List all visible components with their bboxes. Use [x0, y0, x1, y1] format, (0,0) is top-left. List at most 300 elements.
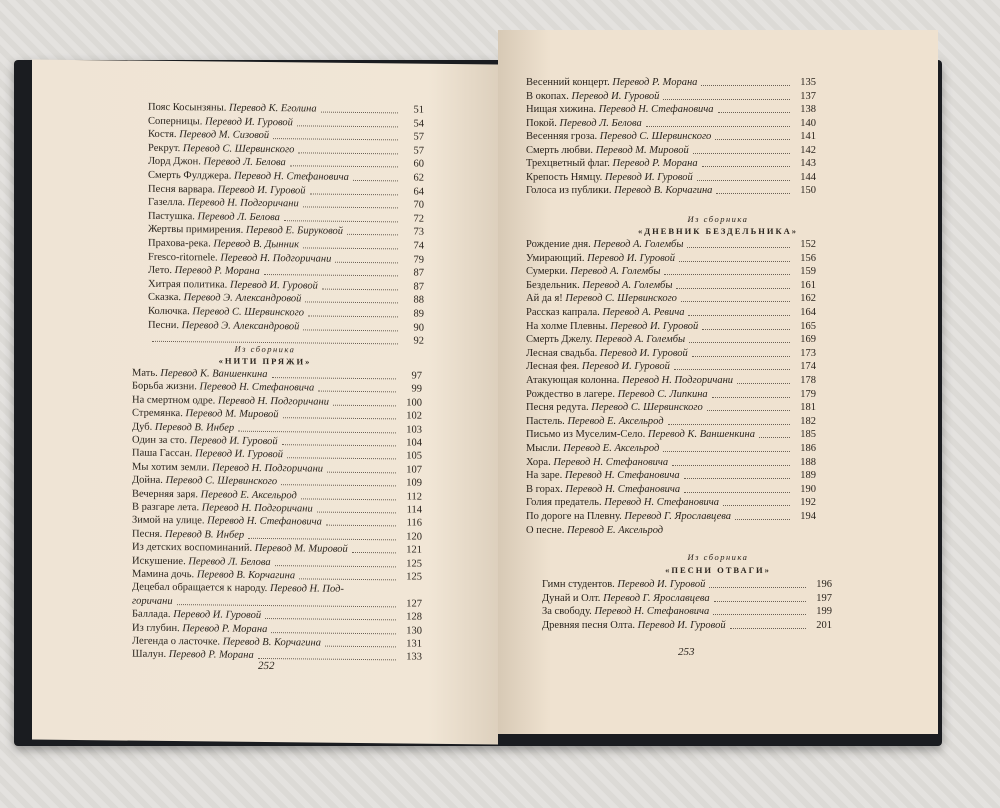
toc-entry-title: Песня. — [132, 528, 163, 540]
toc-entry-text — [148, 210, 280, 224]
toc-entry — [526, 306, 816, 319]
toc-entry-text — [148, 128, 269, 142]
toc-entry-text — [132, 367, 268, 381]
toc-entry-text — [526, 333, 685, 346]
toc-entry-title: Хитрая политика. — [148, 278, 228, 291]
toc-entry-text — [132, 434, 278, 449]
toc-leader-dots — [248, 538, 396, 541]
toc-entry-page: 64 — [413, 186, 424, 198]
section-title: «НИТИ ПРЯЖИ» — [218, 355, 312, 367]
toc-entry-title: Весенний концерт. — [526, 77, 610, 88]
toc-entry-page: 150 — [800, 185, 816, 196]
toc-entry-translator: Перевод Н. Стефановича — [231, 170, 349, 183]
toc-entry — [526, 265, 816, 278]
toc-entry-page: 197 — [816, 592, 832, 604]
toc-entry-translator: Перевод И. Гуровой — [579, 361, 670, 373]
toc-leader-dots — [325, 646, 396, 648]
toc-entry-translator: Перевод Л. Белова — [200, 156, 286, 169]
toc-leader-dots — [737, 383, 790, 384]
toc-entry-text — [526, 483, 680, 496]
toc-entry-text — [526, 496, 719, 509]
toc-entry-page: 121 — [406, 544, 422, 556]
toc-entry — [526, 252, 816, 265]
toc-entry-title: Легенда о ласточке. — [132, 635, 221, 648]
toc-entry-title: Стремянка. — [132, 407, 183, 420]
toc-entry-title: Рекрут. — [148, 142, 181, 154]
toc-leader-dots — [322, 288, 398, 290]
toc-entry-translator: Перевод А. Ревича — [599, 307, 685, 318]
toc-entry-title: Шалун. — [132, 648, 167, 661]
toc-entry-translator: Перевод К. Еголина — [226, 102, 317, 115]
toc-entry-translator: Перевод С. Шервинского — [597, 131, 712, 142]
toc-entry-title: Песня редута. — [526, 402, 589, 414]
toc-entry-title: Рождение дня. — [526, 239, 591, 250]
toc-entry — [526, 483, 816, 496]
toc-entry-text — [526, 265, 660, 278]
toc-entry-translator: Перевод И. Гуровой — [607, 320, 699, 332]
toc-leader-dots — [258, 658, 396, 660]
toc-leader-dots — [730, 628, 806, 629]
toc-entry-translator: Перевод В. Дынник — [210, 238, 299, 251]
toc-entry-title: Рождество в лагере. — [526, 388, 615, 400]
toc-entry — [526, 428, 816, 441]
toc-entry-translator: Перевод Н. Стефановича — [550, 456, 669, 468]
toc-entry-page: 54 — [413, 118, 424, 130]
toc-entry-text — [132, 621, 267, 635]
toc-leader-dots — [684, 492, 790, 493]
toc-entry-page: 179 — [800, 388, 816, 400]
toc-entry-page: 89 — [413, 308, 424, 320]
toc-entry-page: 156 — [800, 252, 816, 264]
page-number-left: 252 — [258, 659, 275, 673]
toc-leader-dots — [702, 329, 790, 330]
toc-entry-title: Мы хотим земли. — [132, 461, 210, 474]
toc-leader-dots — [305, 302, 398, 304]
toc-entry-translator: Перевод Н. Стефановича — [562, 470, 680, 482]
toc-entry-page: 99 — [411, 383, 422, 396]
toc-entry-title: Крепость Нямцу. — [526, 171, 603, 183]
toc-entry-text — [526, 524, 663, 537]
toc-entry-page: 127 — [406, 598, 422, 610]
toc-entry — [526, 456, 816, 469]
toc-entry-translator: Перевод Е. Аксельрод — [198, 488, 297, 501]
toc-leader-dots — [265, 618, 396, 620]
toc-entry-title: Мамина дочь. — [132, 568, 195, 581]
toc-entry-title: На смертном одре. — [132, 394, 216, 407]
toc-entry-page: 109 — [406, 477, 422, 489]
toc-entry-page: 74 — [413, 240, 424, 252]
toc-leader-dots — [303, 207, 398, 209]
toc-leader-dots — [308, 315, 398, 317]
toc-entry-page: 73 — [413, 226, 424, 239]
toc-entry-text — [526, 306, 684, 319]
toc-entry-text — [526, 144, 689, 157]
toc-entry — [526, 496, 816, 509]
toc-leader-dots — [716, 193, 790, 194]
toc-entry-title: Лесная фея. — [526, 361, 580, 373]
toc-leader-dots — [692, 356, 790, 357]
toc-leader-dots — [299, 578, 396, 580]
toc-leader-dots — [723, 505, 790, 506]
toc-entry-page: 105 — [406, 450, 422, 463]
toc-entry-page: 140 — [800, 117, 816, 129]
section1-title: «ДНЕВНИК БЕЗДЕЛЬНИКА» — [637, 226, 799, 236]
toc-entry-text — [148, 250, 331, 265]
toc-entry-page: 189 — [800, 470, 816, 482]
toc-entry-title: Гимн студентов. — [542, 579, 615, 590]
toc-leader-dots — [718, 112, 790, 113]
toc-entry-translator: Перевод Н. Подгоричани — [217, 252, 332, 265]
toc-entry-page: 135 — [800, 77, 816, 88]
toc-leader-dots — [333, 405, 396, 407]
toc-entry-page: 164 — [800, 307, 816, 318]
toc-entry-title: Ай да я! — [526, 293, 563, 305]
toc-entry-page: 70 — [413, 199, 424, 211]
toc-entry-title: Голоса из публики. — [526, 185, 612, 196]
toc-leader-dots — [697, 180, 790, 181]
toc-entry — [132, 648, 422, 664]
toc-entry — [542, 605, 832, 618]
toc-entry-translator: Перевод Л. Белова — [185, 555, 271, 568]
section2-title: «ПЕСНИ ОТВАГИ» — [665, 565, 771, 575]
toc-leader-dots — [759, 437, 790, 438]
toc-entry-title: Дуб. — [132, 421, 153, 433]
toc-entry-translator: Перевод Е. Аксельрод — [560, 443, 660, 454]
toc-entry-page: 130 — [406, 625, 422, 637]
toc-leader-dots — [298, 152, 398, 154]
toc-leader-dots — [287, 458, 396, 460]
toc-entry-page: 142 — [800, 144, 816, 156]
toc-entry-title: Вечерняя заря. — [132, 488, 199, 500]
toc-entry-translator: Перевод Е. Аксельрод — [564, 415, 664, 427]
toc-entry-text — [132, 554, 271, 568]
toc-entry-title: В окопах. — [526, 90, 569, 102]
toc-leader-dots — [317, 512, 396, 514]
toc-entry-page: 79 — [413, 254, 424, 266]
toc-leader-dots — [663, 451, 790, 452]
toc-leader-dots — [281, 484, 396, 486]
toc-entry — [526, 117, 816, 130]
toc-leader-dots — [264, 274, 398, 276]
toc-entry-text — [526, 103, 714, 116]
toc-entry-title: Пастушка. — [148, 210, 195, 223]
toc-entry-title: Баллада. — [132, 608, 171, 621]
toc-entry-title: Колючка. — [148, 305, 190, 318]
toc-entry-text — [526, 76, 697, 89]
toc-entry-translator: Перевод Н. Подгоричани — [185, 197, 299, 210]
toc-entry-page: 57 — [413, 131, 424, 143]
toc-entry-title: Децебал обращается к народу. — [132, 581, 268, 595]
toc-entry-translator: Перевод А. Голембы — [590, 239, 684, 250]
toc-entry-title: На заре. — [526, 470, 563, 482]
toc-leader-dots — [709, 587, 806, 588]
toc-entry-title: Смерть Джелу. — [526, 334, 593, 346]
toc-entry-title: Из детских воспоминаний. — [132, 541, 253, 555]
toc-leader-dots — [290, 166, 398, 168]
toc-entry-page: 87 — [413, 281, 424, 293]
toc-leader-dots — [714, 601, 806, 602]
toc-leader-dots — [712, 397, 790, 398]
toc-entry-text — [148, 155, 286, 169]
toc-entry-title: В разгаре лета. — [132, 501, 200, 514]
toc-entry-page: 104 — [406, 437, 422, 449]
toc-entry-page: 186 — [800, 443, 816, 454]
toc-entry — [526, 103, 816, 116]
toc-entry-title: Древняя песня Олта. — [542, 619, 636, 631]
toc-leader-dots — [335, 261, 398, 263]
toc-entry-translator: Перевод С. Шервинского — [588, 402, 703, 414]
toc-entry-title: Лорд Джон. — [148, 156, 201, 168]
toc-entry-page: 165 — [800, 320, 816, 332]
toc-entry-translator: Перевод И. Гуровой — [635, 619, 726, 631]
toc-leader-dots — [283, 417, 397, 419]
toc-entry-title: Соперницы. — [148, 115, 203, 127]
toc-entry-page: 125 — [406, 558, 422, 570]
toc-entry — [526, 76, 816, 89]
left-page — [32, 60, 498, 745]
toc-entry-text — [148, 101, 317, 116]
toc-entry-title: Из глубин. — [132, 622, 180, 634]
toc-leader-dots — [352, 552, 396, 553]
toc-entry-title: Атакующая колонна. — [526, 375, 620, 386]
toc-entry-page: 185 — [800, 429, 816, 441]
toc-leader-dots — [735, 519, 790, 520]
toc-entry-text — [542, 578, 705, 591]
toc-entry-page: 125 — [406, 571, 422, 583]
toc-entry-title: Голия предатель. — [526, 497, 602, 509]
toc-entry-translator: Перевод Н. Стефановича — [196, 381, 315, 394]
toc-entry — [542, 592, 832, 605]
toc-entry-title: Пояс Косынзяны. — [148, 101, 227, 114]
toc-entry-page: 103 — [406, 424, 422, 436]
toc-entry — [526, 130, 816, 143]
toc-leader-dots — [303, 329, 398, 331]
toc-entry-text — [526, 157, 698, 170]
toc-entry-page: 141 — [800, 131, 816, 142]
toc-leader-dots — [348, 593, 396, 594]
toc-entry-page: 199 — [816, 606, 832, 617]
toc-entry-title: Песни. — [148, 319, 180, 331]
toc-entry-page: 182 — [800, 415, 816, 427]
right-page — [498, 30, 938, 734]
toc-entry — [526, 524, 816, 537]
toc-entry-text — [526, 415, 664, 428]
toc-entry-translator: Перевод И. Гуровой — [614, 579, 706, 590]
toc-leader-dots — [326, 525, 396, 527]
toc-entry-translator: Перевод А. Голембы — [592, 334, 686, 346]
toc-entry-title: Смерть Фулджера. — [148, 169, 232, 182]
toc-entry — [526, 184, 816, 197]
section-label-small: Из сборника — [234, 343, 296, 355]
toc-entry-translator: Перевод М. Мировой — [182, 408, 279, 421]
toc-entry-title: Костя. — [148, 128, 177, 141]
toc-leader-dots — [177, 604, 396, 607]
toc-entry-text — [526, 90, 659, 103]
toc-leader-dots — [681, 301, 790, 302]
toc-entry-page: 114 — [406, 504, 422, 516]
toc-entry-translator: Перевод Л. Белова — [556, 117, 642, 129]
toc-leader-dots — [321, 112, 398, 114]
toc-entry-title: Трехцветный флаг. — [526, 158, 610, 169]
toc-entry-page: 152 — [800, 239, 816, 250]
toc-entry — [526, 401, 816, 414]
toc-entry-text — [542, 605, 709, 618]
toc-entry-text — [526, 510, 731, 523]
toc-entry-translator: Перевод С. Шервинского — [189, 306, 304, 319]
toc-leader-dots — [707, 410, 790, 411]
toc-entry-translator: Перевод М. Мировой — [252, 543, 348, 556]
toc-entry-text — [526, 320, 698, 333]
toc-leader-dots — [284, 220, 398, 222]
toc-entry-title: Весенняя гроза. — [526, 131, 598, 142]
toc-entry-text — [148, 278, 318, 293]
toc-entry-translator: Перевод И. Гуровой — [602, 171, 693, 183]
toc-entry — [526, 388, 816, 401]
toc-entry-title: Сказка. — [148, 292, 181, 304]
toc-entry-translator: Перевод Н. Стефановича — [601, 497, 720, 509]
toc-entry-translator: Перевод Р. Морана — [172, 265, 260, 278]
toc-entry-title: Сумерки. — [526, 266, 568, 278]
toc-entry — [526, 279, 816, 292]
toc-entry-text — [526, 360, 670, 373]
toc-leader-dots — [301, 498, 396, 500]
toc-entry — [526, 144, 816, 157]
toc-entry-translator: Перевод В. Корчагина — [220, 636, 321, 649]
toc-entry-page: 90 — [413, 322, 424, 334]
toc-leader-dots — [273, 138, 398, 140]
toc-entry-page: 51 — [413, 104, 424, 116]
toc-entry-page: 57 — [413, 145, 424, 157]
toc-entry-text — [132, 648, 254, 662]
toc-leader-dots — [684, 478, 790, 479]
toc-entry-page: 87 — [413, 267, 424, 279]
toc-entry-translator: Перевод Л. Белова — [194, 211, 280, 223]
toc-entry-page: 128 — [406, 611, 422, 623]
toc-entry — [526, 347, 816, 360]
toc-entry-page: 137 — [800, 90, 816, 102]
toc-entry-translator: Перевод И. Гуровой — [187, 435, 278, 448]
toc-entry-text — [148, 264, 260, 278]
toc-entry-text — [526, 117, 642, 130]
toc-leader-dots — [672, 465, 790, 466]
toc-entry-page: 190 — [800, 483, 816, 495]
toc-entry-translator: Перевод Г. Ярославцева — [600, 592, 710, 604]
toc-leader-dots — [664, 274, 790, 275]
toc-entry-translator: Перевод Р. Морана — [609, 77, 698, 88]
toc-entry — [526, 360, 816, 373]
toc-entry-translator: Перевод Р. Морана — [609, 158, 698, 169]
toc-entry-translator: Перевод В. Инбер — [152, 421, 235, 434]
toc-entry-translator: Перевод В. Инбер — [162, 528, 245, 541]
toc-leader-dots — [688, 315, 790, 316]
toc-entry-page: 181 — [800, 402, 816, 414]
toc-entry-text — [526, 184, 712, 197]
toc-entry-title: Зимой на улице. — [132, 514, 205, 527]
toc-entry-translator: Перевод Г. Ярославцева — [621, 511, 731, 522]
toc-leader-dots — [687, 247, 790, 248]
toc-entry-text — [132, 527, 244, 541]
toc-leader-dots — [668, 424, 790, 425]
toc-entry-text — [526, 347, 688, 360]
toc-entry-text — [526, 388, 708, 401]
section2-label-small: Из сборника — [687, 552, 749, 562]
toc-leader-dots — [674, 369, 790, 370]
toc-entry-translator: Перевод И. Гуровой — [568, 90, 660, 102]
toc-entry — [526, 171, 816, 184]
toc-entry-title: Один за сто. — [132, 434, 188, 447]
page-number-right: 253 — [678, 646, 695, 658]
toc-leader-dots — [347, 234, 398, 236]
toc-entry-translator: Перевод Н. Подгоричани — [199, 502, 313, 515]
section1-label-small: Из сборника — [687, 214, 749, 224]
toc-entry-title: Паша Гассан. — [132, 447, 193, 460]
toc-entry — [526, 374, 816, 387]
toc-entry-translator: Перевод И. Гуровой — [227, 279, 318, 292]
toc-entry-translator: Перевод Э. Александровой — [180, 292, 302, 305]
toc-leader-dots — [327, 471, 396, 473]
toc-entry-translator: Перевод Е. Бируковой — [243, 225, 344, 238]
toc-entry-text — [132, 608, 261, 622]
toc-entry-text — [132, 487, 297, 502]
toc-leader-dots — [275, 565, 396, 567]
toc-entry-page: 138 — [800, 104, 816, 115]
toc-entry-page: 107 — [406, 464, 422, 476]
toc-entry — [542, 619, 832, 632]
toc-entry — [526, 238, 816, 251]
toc-leader-dots — [353, 180, 398, 181]
toc-entry-title: В горах. — [526, 483, 563, 495]
toc-entry-translator: Перевод К. Ваншенкина — [645, 429, 756, 441]
toc-entry-title: Покой. — [526, 117, 557, 129]
toc-leader-dots — [693, 153, 790, 154]
toc-entry-page: 169 — [800, 334, 816, 346]
toc-entry — [526, 510, 816, 523]
toc-entry-page: 196 — [816, 579, 832, 590]
toc-entry-title: Смерть любви. — [526, 144, 594, 156]
toc-entry-page: 112 — [406, 491, 422, 503]
toc-entry-page: 144 — [800, 171, 816, 183]
toc-entry-page: 173 — [800, 347, 816, 359]
toc-entry-text — [132, 474, 277, 489]
toc-entry-text — [148, 223, 343, 238]
toc-entry-text — [148, 318, 299, 333]
toc-leader-dots — [715, 139, 790, 140]
toc-entry-title: О песне. — [526, 524, 565, 536]
toc-entry-translator: Перевод И. Гуровой — [202, 115, 293, 128]
toc-entry-text — [132, 568, 295, 583]
toc-entry-page: 188 — [800, 456, 816, 468]
toc-entry-text — [542, 619, 726, 632]
toc-entry-title: Прахова-река. — [148, 237, 211, 250]
toc-entry-text — [526, 279, 672, 292]
toc-entry-page: 133 — [406, 651, 422, 664]
toc-entry-page: 60 — [413, 158, 424, 171]
toc-entry-translator: Перевод С. Шервинского — [180, 142, 295, 156]
toc-entry-text — [132, 447, 283, 462]
toc-entry-text — [526, 442, 659, 455]
toc-entry-text — [148, 237, 299, 252]
toc-entry-translator: Перевод Н. Стефановича — [591, 606, 710, 617]
toc-entry-translator: Перевод В. Корчагина — [194, 569, 296, 582]
toc-entry-page: 159 — [800, 266, 816, 278]
toc-entry-text — [132, 420, 234, 434]
toc-entry-title: По дороге на Плевну. — [526, 511, 622, 522]
toc-entry-text — [148, 196, 299, 211]
toc-leader-dots — [679, 261, 790, 262]
toc-entry-title: Мать. — [132, 367, 158, 379]
toc-leader-dots — [702, 166, 790, 167]
toc-entry-title: Пастель. — [526, 415, 565, 427]
